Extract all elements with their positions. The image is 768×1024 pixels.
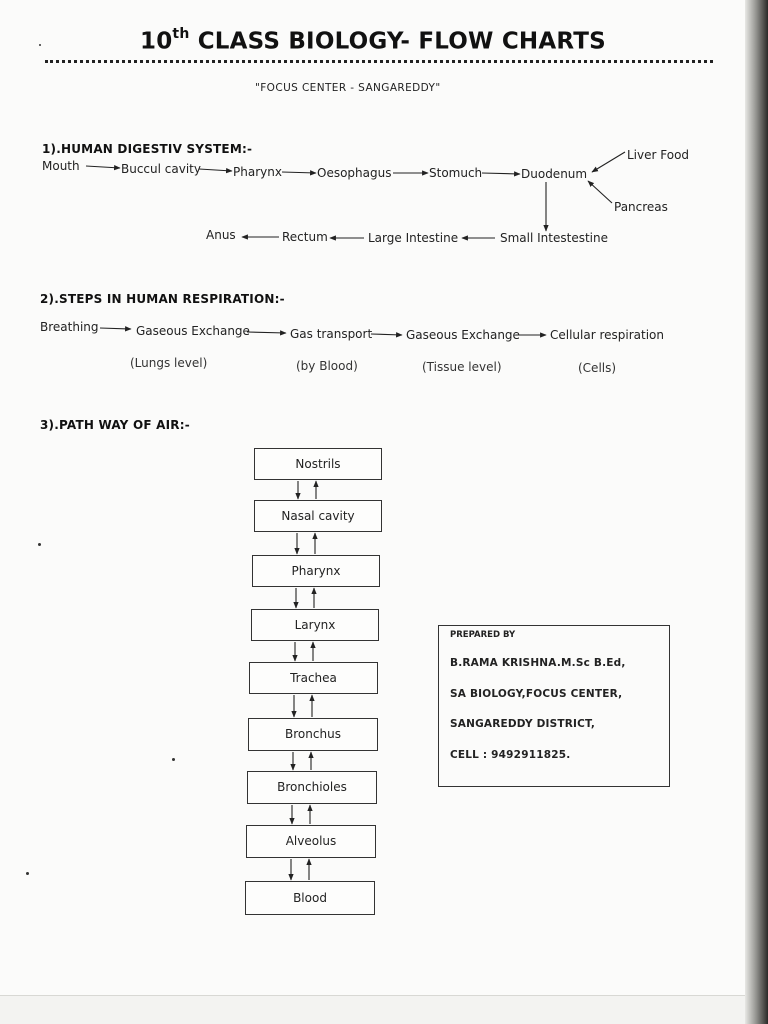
respiration-step-gas-transport: Gas transport (290, 327, 373, 341)
digestive-step-stomach: Stomuch (429, 166, 483, 180)
air-box-bronchus: Bronchus (248, 718, 378, 751)
respiration-note-blood: (by Blood) (296, 359, 358, 373)
page-title (140, 28, 606, 55)
digestive-step-oesophagus: Oesophagus (317, 166, 392, 180)
digestive-step-duodenum: Duodenum (521, 167, 588, 181)
paper-speck (26, 872, 29, 875)
air-box-pharynx: Pharynx (252, 555, 380, 587)
title-number: 10 (140, 28, 173, 55)
credits-author: B.RAMA KRISHNA.M.Sc B.Ed, (450, 657, 626, 669)
title-superscript: th (172, 26, 190, 42)
section1-heading: 1).HUMAN DIGESTIV SYSTEM:- (42, 142, 253, 156)
air-box-nostrils: Nostrils (254, 448, 382, 480)
credits-phone: CELL : 9492911825. (450, 749, 571, 761)
credits-prepared-by: PREPARED BY (450, 630, 516, 640)
air-box-larynx: Larynx (251, 609, 379, 641)
digestive-step-mouth: Mouth (42, 159, 80, 173)
title-text: CLASS BIOLOGY- FLOW CHARTS (189, 28, 606, 55)
paper-speck (38, 543, 41, 546)
credits-box (438, 625, 670, 787)
digestive-step-buccal-cavity: Buccul cavity (121, 162, 201, 176)
title-dotted-rule (45, 60, 713, 63)
air-box-blood: Blood (245, 881, 375, 915)
digestive-step-large-intestine: Large Intestine (368, 231, 459, 245)
air-box-nasal-cavity: Nasal cavity (254, 500, 382, 532)
digestive-pancreas: Pancreas (614, 200, 668, 214)
subtitle: "FOCUS CENTER - SANGAREDDY" (255, 82, 441, 94)
digestive-step-small-intestine: Small Intestestine (500, 231, 608, 245)
digestive-step-anus: Anus (206, 228, 236, 242)
air-box-bronchioles: Bronchioles (247, 771, 377, 804)
digestive-liver-food: Liver Food (627, 148, 690, 162)
digestive-step-rectum: Rectum (282, 230, 328, 244)
section3-heading: 3).PATH WAY OF AIR:- (40, 418, 190, 432)
respiration-note-lungs: (Lungs level) (130, 356, 208, 370)
credits-district: SANGAREDDY DISTRICT, (450, 718, 596, 730)
respiration-step-cellular: Cellular respiration (550, 328, 664, 342)
respiration-note-tissue: (Tissue level) (422, 360, 502, 374)
paper-speck (172, 758, 175, 761)
respiration-step-tissue-exchange: Gaseous Exchange (406, 328, 520, 342)
paper-speck (39, 44, 41, 46)
digestive-step-pharynx: Pharynx (233, 165, 282, 179)
air-box-trachea: Trachea (249, 662, 378, 694)
respiration-note-cells: (Cells) (578, 361, 617, 375)
credits-designation: SA BIOLOGY,FOCUS CENTER, (450, 688, 623, 700)
respiration-step-breathing: Breathing (40, 320, 99, 334)
air-box-alveolus: Alveolus (246, 825, 376, 858)
section2-heading: 2).STEPS IN HUMAN RESPIRATION:- (40, 292, 285, 306)
page-edge-shadow (745, 0, 768, 1024)
respiration-step-lung-exchange: Gaseous Exchange (136, 324, 250, 338)
